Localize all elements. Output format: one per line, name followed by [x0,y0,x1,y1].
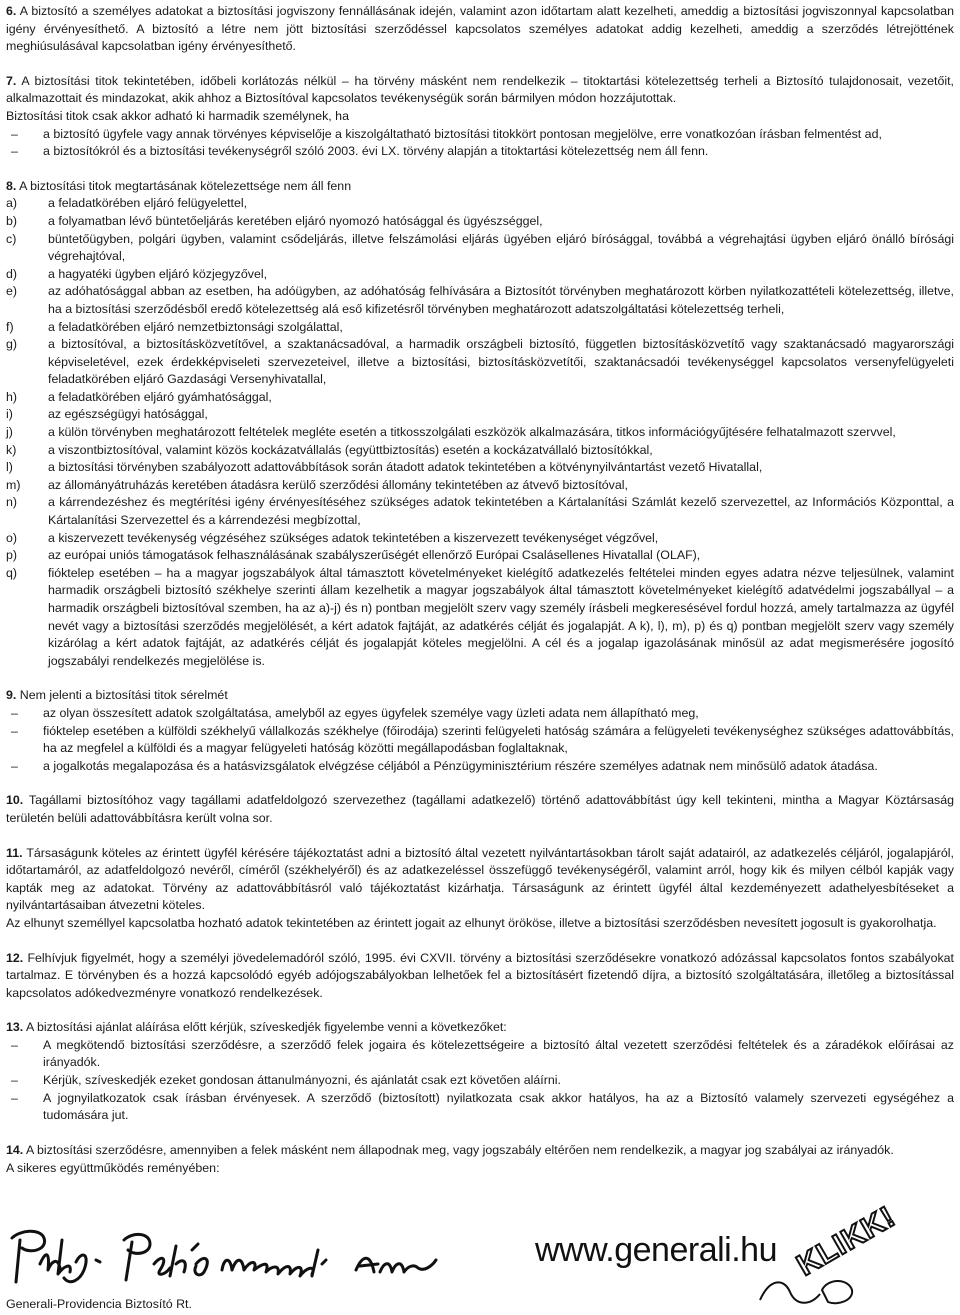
section-10 [6,792,954,827]
list-item [6,424,954,442]
list-marker: h) [6,389,18,404]
list-item-text: a folyamatban lévő büntetőeljárás keretében eljáró nyomozó hatósággal és ügyészséggel, [48,213,543,228]
section-number: 9. [6,688,17,703]
list-marker: j) [6,425,13,440]
dash-marker: – [11,126,18,141]
list-item [6,406,954,424]
klikk-stamp [740,1182,940,1312]
dash-marker: – [11,1037,18,1052]
dash-marker: – [11,1090,18,1105]
section-number: 6. [6,4,17,18]
section-number: 13. [6,1020,24,1035]
section-number: 12. [6,950,24,965]
list-item-text: az olyan összesített adatok szolgáltatása, amelyből az egyes ügyfelek személye vagy üzleti adata nem állapítható meg, [43,705,699,720]
list-item-text: a hagyatéki ügyben eljáró közjegyzővel, [48,266,268,281]
section-text: A biztosítási ajánlat aláírása előtt kérjük, szíveskedjék figyelembe venni a következőket: [26,1020,507,1035]
section-6 [6,3,954,56]
list-item-text: Kérjük, szíveskedjék ezeket gondosan áttanulmányozni, és ajánlatát csak ezt követően aláírni. [43,1073,561,1088]
list-item-text: az európai uniós támogatások felhasználásának szabályszerűségét ellenőrző Európai Csalásellenes Hivatallal (OLAF), [48,548,701,563]
list-item [6,266,954,284]
list-item [6,389,954,407]
list-item [6,1037,954,1072]
list-item-text: A megkötendő biztosítási szerződésre, a szerződő felek jogaira és kötelezettségeire a biztosító által vezetett szerződési feltételek és a záradékok előírásai az irányadók. [43,1037,954,1070]
dash-marker: – [11,1073,18,1088]
section-14 [6,1142,954,1160]
lettered-list [6,195,954,670]
list-marker: e) [6,284,18,299]
list-item-text: az egészségügyi hatósággal, [48,407,208,422]
section-text: Társaságunk köteles az érintett ügyfél kérésére tájékoztatást adni a biztosító által vezetett nyilvántartásokban tárolt saját adatairól, az adatkezelés céljáról, jogalapjáról, időtartamáról, az adatfeldolgozó nevéről, címéről (székhelyéről) és az adatkezeléssel összefüggő tevékenységéről, valamint arról, hogy kik és milyen célból kapják vagy kapták meg az adatokat. Törvény az adattovábbításról való tájékoztatást kizárhatja. Társaságunk az érintett ügyfél által kezdeményezett adathelyesbítéseket a nyilvántartásaiban átvezetni köteles. [6,845,954,913]
list-item [6,494,954,529]
list-item [6,758,954,776]
list-marker: c) [6,231,17,246]
list-item-text: fióktelep esetében a külföldi székhelyű vállalkozás székhelye (főirodája) szerinti felügyeleti hatóság számára a felügyeleti tevékenységhez szükséges adattovábbítás, ha az megfelel a külföldi és a magyar felügyeleti hatóság közötti megállapodásban foglaltaknak, [43,723,954,756]
list-item [6,705,954,723]
section-text: A biztosítási titok tekintetében, időbeli korlátozás nélkül – ha törvény másként nem rendelkezik – titoktartási kötelezettség terheli a Biztosító tulajdonosait, vezetőit, alkalmazottait és mindazokat, akik ahhoz a Biztosítóval kapcsolatos tevékenységük során bármilyen módon hozzájutottak. [6,73,954,106]
section-number: 10. [6,793,24,808]
signature-4 [356,1258,436,1272]
list-marker: k) [6,442,17,457]
signatures [0,1220,520,1290]
list-marker: p) [6,548,18,563]
section-number: 11. [6,845,23,860]
list-item [6,319,954,337]
section-11 [6,845,954,915]
section-text: Felhívjuk figyelmét, hogy a személyi jövedelemadóról szóló, 1995. évi CXVII. törvény a biztosítási szerződésekre vonatkozó adózással kapcsolatos fontos szabályokat tartalmaz. E törvényben és a hozzá kapcsolódó egyéb adójogszabályokban lelhetőek fel a biztosításért fizetendő díjra, a biztosító szolgáltatására, illetőleg a biztosítással kapcsolatos adókedvezményre vonatkozó rendelkezések. [6,950,954,1000]
section-text: Tagállami biztosítóhoz vagy tagállami adatfeldolgozó szervezethez (tagállami adatkezelő) történő adattovábbítást úgy kell tekinteni, mintha a Magyar Köztársaság területén belüli adattovábbításra került volna sor. [6,793,955,825]
list-marker: a) [6,196,18,211]
list-item [6,547,954,565]
list-marker: g) [6,337,18,352]
list-item [6,1090,954,1125]
section-text: A biztosítási szerződésre, amennyiben a felek másként nem állapodnak meg, vagy jogszabály eltérően nem rendelkezik, a magyar jog szabályai az irányadók. [26,1142,894,1157]
list-item [6,530,954,548]
list-marker: q) [6,565,18,580]
section-text: Nem jelenti a biztosítási titok sérelmét [19,688,228,703]
list-item [6,231,954,266]
list-item-text: a biztosítási törvényben szabályozott adattovábbítások során átadott adatok tekintetében a kötvénynyilvántartást vezető Hivatallal, [48,460,763,475]
list-item [6,126,954,144]
list-item [6,143,954,161]
list-item-text: a kiszervezett tevékenység végzéséhez szükséges adatok tekintetében a kiszervezett tevékenységet végzővel, [48,530,659,545]
list-item-text: A jognyilatkozatok csak írásban érvényesek. A szerződő (biztosított) nyilatkozata csak akkor hatályos, ha az a Biztosító valamely szervezeti egységéhez a tudomására jut. [43,1090,954,1123]
list-item [6,213,954,231]
list-marker: b) [6,213,18,228]
list-item-text: az adóhatósággal abban az esetben, ha adóügyben, az adóhatóság felhívására a Biztosítót törvényben meghatározott körben nyilatkozattételi kötelezettség, illetve, ha a biztosítási szerződésből eredő kötelezettség alá eső kifizetésről törvényben meghatározott adatszolgáltatási kötelezettség terheli, [48,284,954,316]
mouse-icon [822,1281,852,1303]
list-item [6,195,954,213]
section-9 [6,687,954,705]
list-item-text: a kárrendezéshez és megtérítési igény érvényesítéséhez szükséges adatok tekintetében a Kártalanítási Számlát kezelő szervezettel, az Információs Központtal, a Kártalanítási Szervezettel és a kárrendezési megbízottal, [48,495,954,528]
list-marker: f) [6,319,14,334]
list-marker: m) [6,477,21,492]
list-marker: i) [6,407,13,422]
list-item-text: a feladatkörében eljáró gyámhatósággal, [48,389,272,404]
list-item-text: a biztosítóval, a biztosításközvetítővel, a szaktanácsadóval, a harmadik országbeli biztosító, független biztosításközvetítő vagy szaktanácsadó magyarországi képviseletével, ezek érdekképviseleti szervezeteivel, illetve a biztosítási, biztosításközvetítői, szaktanácsadói tevékenységgel kapcsolatos versenyfelügyeleti feladatkörében eljáró Gazdasági Versenyhivatallal, [48,337,954,387]
website-url[interactable]: www.generali.hu [535,1231,777,1269]
list-marker: o) [6,530,18,545]
list-item-text: a viszontbiztosítóval, valamint közös kockázatvállalás (együttbiztosítás) esetén a kockázatvállaló biztosítókkal, [48,442,653,457]
dash-marker: – [11,705,18,720]
list-item [6,565,954,671]
list-item-text: a jogalkotás megalapozása és a hatásvizsgálatok elvégzése céljából a Pénzügyminisztérium részére személyes adatnak nem minősülő adatok átadása. [43,758,878,773]
list-item [6,442,954,460]
section-7 [6,73,954,108]
list-item-text: a biztosító ügyfele vagy annak törvényes képviselője a kiszolgáltatható biztosítási titokkört pontosan megjelölve, erre vonatkozóan írásban felmentést ad, [43,126,882,141]
section-number: 14. [6,1142,24,1157]
signature-3 [222,1250,326,1276]
mouse-cable [760,1282,820,1302]
list-item-text: a külön törvényben meghatározott feltételek megléte esetén a titkosszolgálati eszközök alkalmazására, titkos információgyűjtésére felhatalmazott szervvel, [48,425,896,440]
list-item [6,459,954,477]
section-number: 8. [6,178,17,193]
section-12 [6,950,954,1003]
list-item-text: a feladatkörében eljáró nemzetbiztonsági szolgálattal, [48,319,343,334]
list-item-text: a biztosítókról és a biztosítási tevékenységről szóló 2003. évi LX. törvény alapján a titoktartási kötelezettség nem áll fenn. [43,144,709,159]
list-marker: n) [6,495,18,510]
list-item [6,723,954,758]
list-item [6,477,954,495]
section-text-2: Az elhunyt személlyel kapcsolatba hozható adatok tekintetében az érintett jogait az elhunyt örököse, illetve a biztosítási szerződésben nevesített jogosult is gyakorolhatja. [6,915,937,930]
section-text: A biztosítási titok megtartásának kötelezettsége nem áll fenn [19,178,352,193]
signature-2 [124,1234,207,1280]
document-body [6,3,954,1159]
list-item-text: büntetőügyben, polgári ügyben, valamint csődeljárás, illetve felszámolási eljárás ügyében eljáró bírósággal, továbbá a végrehajtási ügyben eljáró önálló bírósági végrehajtóval, [48,231,954,264]
footer [0,1160,960,1315]
list-item-text: az állományátruházás keretében átadásra kerülő szerződési állomány tekintetében az átvevő biztosítóval, [48,477,628,492]
list-marker: d) [6,266,18,281]
signature-1 [12,1231,100,1282]
closing-line: A sikeres együttműködés reményében: [6,1161,220,1175]
section-intro: Biztosítási titok csak akkor adható ki harmadik személynek, ha [6,108,349,123]
company-name: Generali-Providencia Biztosító Rt. [6,1297,192,1311]
list-item [6,283,954,318]
klikk-stamp-text: KLIKK! [791,1200,902,1283]
list-item [6,336,954,389]
section-8 [6,178,954,196]
dash-marker: – [11,144,18,159]
list-item [6,1072,954,1090]
dash-marker: – [11,723,18,738]
list-marker: l) [6,460,13,475]
list-item-text: fióktelep esetében – ha a magyar jogszabályok által támasztott követelményeket kielégítő adatkezelés feltételei minden egyes adatra nézve teljesülnek, valamint harmadik országbeli biztosító székhelye szerinti állam kezelhetik a magyar jogszabályok által támasztott követelményeket kielégítő adatvédelmi jogszabállyal – a harmadik országbeli biztosítóval szemben, ha az a)-j) és n) pontban megjelölt szerv vagy személy írásbeli megkeresésével fordul hozzá, amely tartalmazza az ügyfél nevét vagy a biztosítási szerződés megjelölését, a kért adatok fajtáját, az adatkérés célját és jogalapját. A k), l), m), p) és q) pontban megjelölt szerv vagy személy kizárólag a kért adatok fajtáját, az adatkérés célját és jogalapját köteles megjelölni. A cél és a jogalap igazolásának minősül az adat megismerésére jogosító jogszabályi rendelkezés megjelölése is. [48,565,954,668]
list-item-text: a feladatkörében eljáró felügyelettel, [48,196,248,211]
section-13 [6,1019,954,1037]
section-number: 7. [6,73,17,88]
dash-marker: – [11,758,18,773]
section-text: A biztosító a személyes adatokat a biztosítási jogviszony fennállásának idején, valamint azon időtartam alatt kezelheti, ameddig a biztosítási jogviszonnyal kapcsolatban igény érvényesíthető. A biztosító a létre nem jött biztosítási szerződéssel kapcsolatos személyes adatokat addig kezelheti, ameddig a szerződés létrejöttének meghiúsulásával kapcsolatban igény érvényesíthető. [6,4,954,54]
